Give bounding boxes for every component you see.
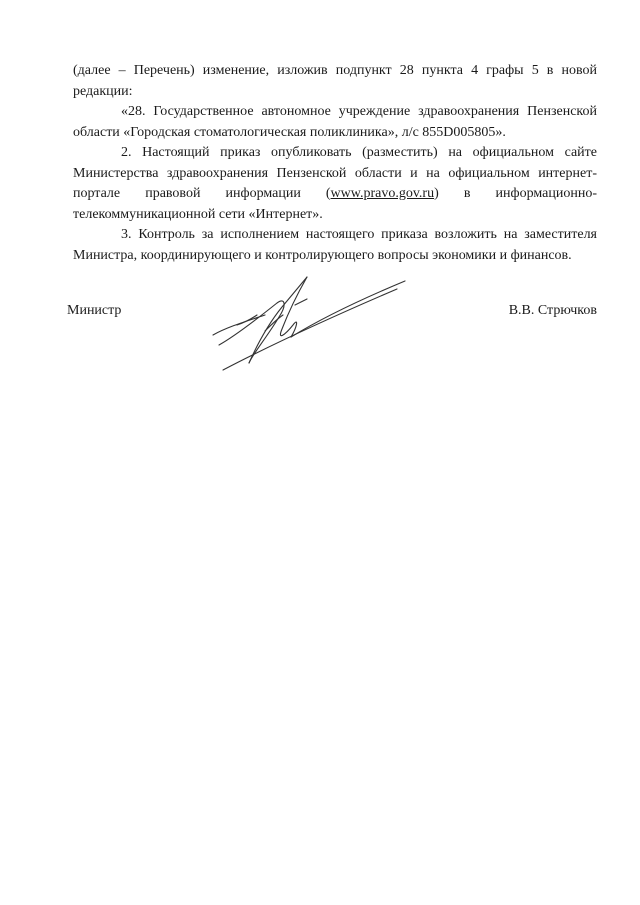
paragraph-item-2-text-end: ) в информационно-телекоммуникационной сети «Интернет». — [73, 186, 597, 222]
paragraph-item-2 — [73, 143, 597, 225]
paragraph-item-2-text-start: 2. Настоящий приказ опубликовать (разместить) на официальном сайте Министерства здравоохранения Пензенской области и на официальном интернет-портале правовой информации ( — [73, 145, 597, 201]
document-body — [73, 61, 597, 266]
signatory-title: Министр — [67, 303, 122, 318]
signatory-name: В.В. Стрючков — [508, 303, 597, 318]
handwritten-signature-icon — [207, 275, 407, 395]
signature-block — [67, 303, 597, 413]
paragraph-item-3: 3. Контроль за исполнением настоящего приказа возложить на заместителя Министра, координирующего и контролирующего вопросы экономики и финансов. — [73, 227, 597, 263]
paragraph-subitem-28: «28. Государственное автономное учреждение здравоохранения Пензенской области «Городская стоматологическая поликлиника», л/с 855D005805». — [73, 104, 597, 140]
paragraph-continuation: (далее – Перечень) изменение, изложив подпункт 28 пункта 4 графы 5 в новой редакции: — [73, 63, 597, 99]
pravo-gov-link[interactable]: www.pravo.gov.ru — [330, 186, 435, 201]
